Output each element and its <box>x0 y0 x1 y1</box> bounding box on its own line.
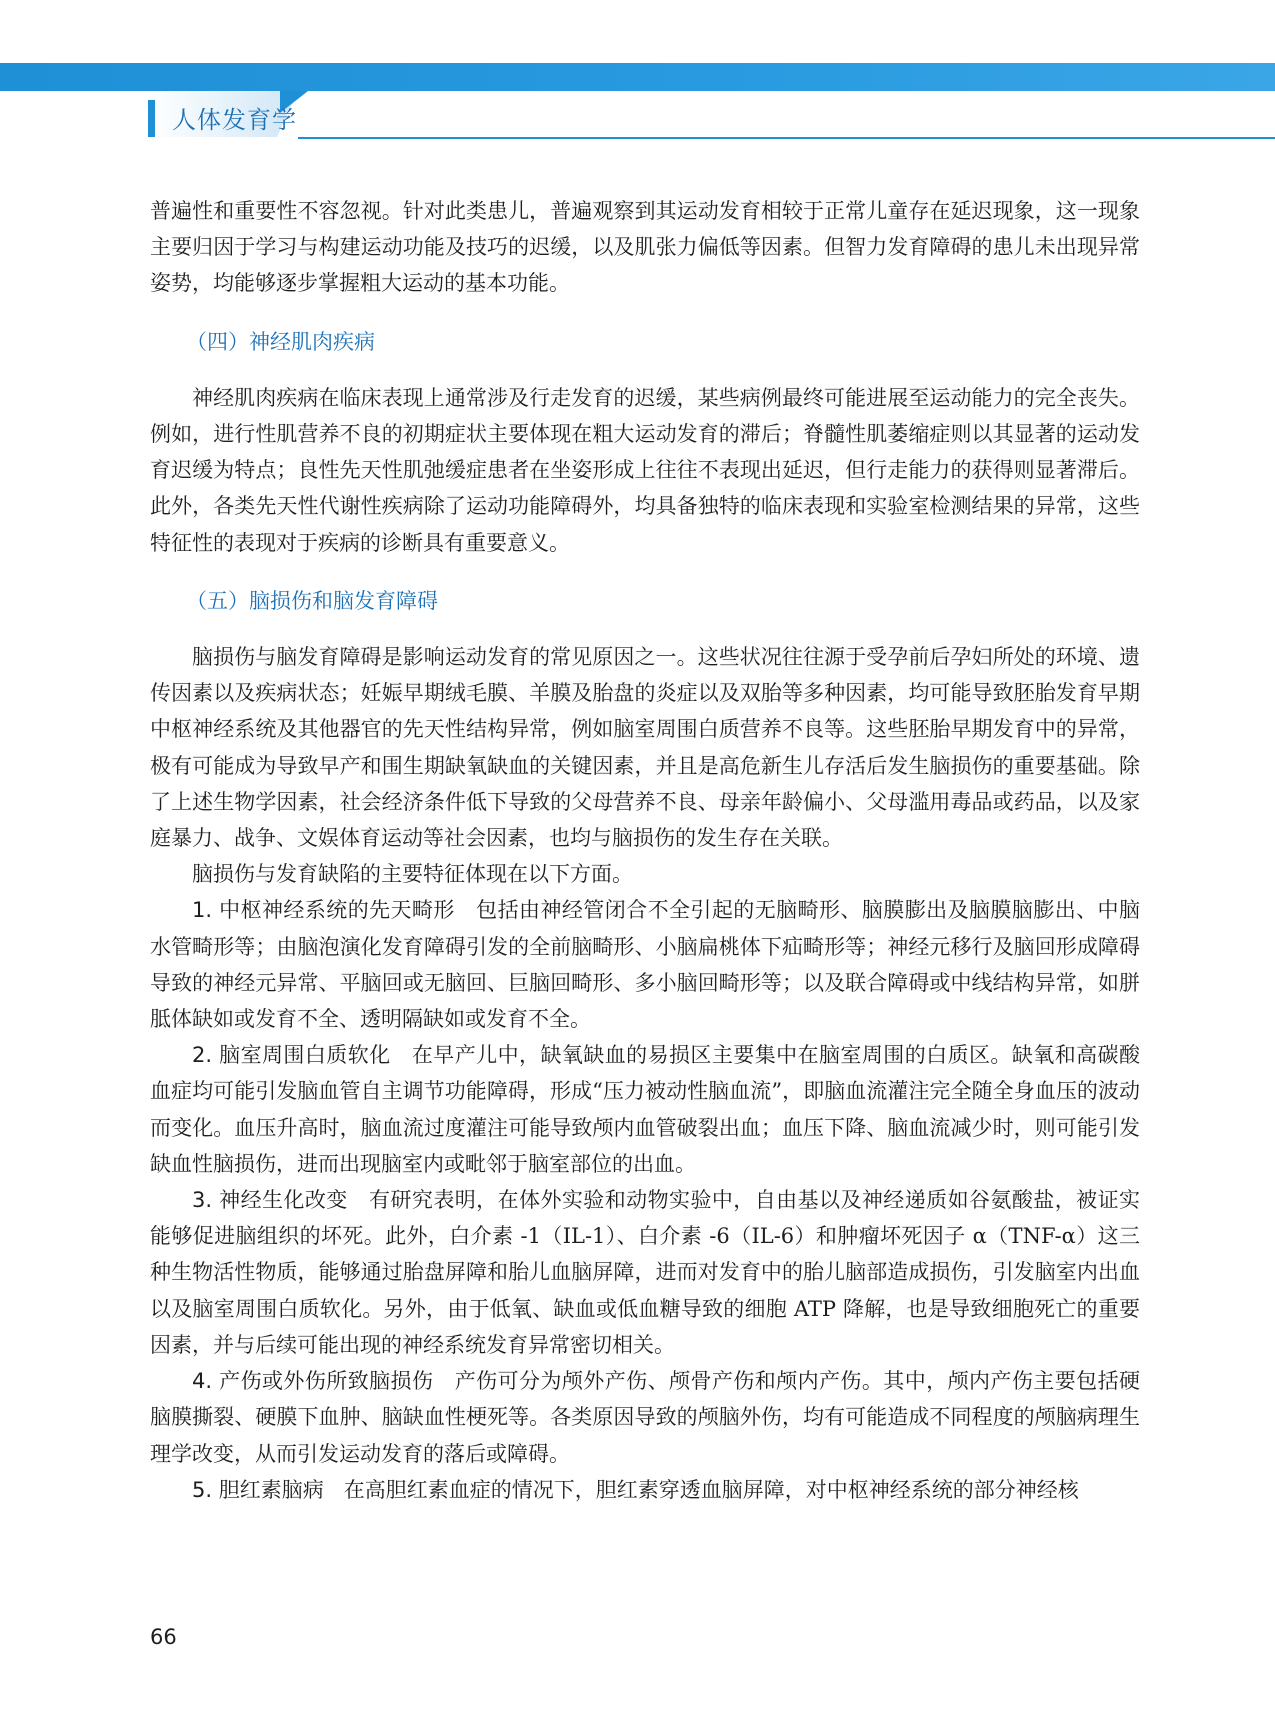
list-item-lead: 2. 脑室周围白质软化 <box>192 1043 391 1068</box>
list-item-lead: 3. 神经生化改变 <box>192 1188 348 1213</box>
section-heading-4: （四）神经肌肉疾病 <box>186 329 375 354</box>
book-title: 人体发育学 <box>172 106 297 134</box>
list-item-lead: 1. 中枢神经系统的先天畸形 <box>192 898 455 923</box>
header-color-bar <box>0 63 1275 91</box>
list-item-text: 产伤可分为颅外产伤、颅骨产伤和颅内产伤。其中，颅内产伤主要包括硬脑膜撕裂、硬膜下血肿、脑缺血性梗死等。各类原因导致的颅脑外伤，均有可能造成不同程度的颅脑病理生理学改变，从而引发运动发育的落后或障碍。 <box>150 1369 1140 1466</box>
list-item-lead: 5. 胆红素脑病 <box>192 1477 324 1502</box>
list-item <box>150 1037 1140 1182</box>
paragraph: 神经肌肉疾病在临床表现上通常涉及行走发育的迟缓，某些病例最终可能进展至运动能力的完全丧失。例如，进行性肌营养不良的初期症状主要体现在粗大运动发育的滞后；脊髓性肌萎缩症则以其显著的运动发育迟缓为特点；良性先天性肌弛缓症患者在坐姿形成上往往不表现出延迟，但行走能力的获得则显著滞后。此外，各类先天性代谢性疾病除了运动功能障碍外，均具备独特的临床表现和实验室检测结果的异常，这些特征性的表现对于疾病的诊断具有重要意义。 <box>150 385 1140 555</box>
list-item <box>150 892 1140 1037</box>
list-item <box>150 1182 1140 1363</box>
page-body <box>150 193 1140 1508</box>
list-item-text: 有研究表明，在体外实验和动物实验中，自由基以及神经递质如谷氨酸盐，被证实能够促进脑组织的坏死。此外，白介素 -1（IL-1）、白介素 -6（IL-6）和肿瘤坏死因子 α（TNF-α）这三种生物活性物质，能够通过胎盘屏障和胎儿血脑屏障，进而对发育中的胎儿脑部造成损伤，引发脑室内出血以及脑室周围白质软化。另外，由于低氧、缺血或低血糖导致的细胞 ATP 降解，也是导致细胞死亡的重要因素，并与后续可能出现的神经系统发育异常密切相关。 <box>150 1188 1141 1357</box>
page-number: 66 <box>150 1625 177 1649</box>
list-item-text: 包括由神经管闭合不全引起的无脑畸形、脑膜膨出及脑膜脑膨出、中脑水管畸形等；由脑泡演化发育障碍引发的全前脑畸形、小脑扁桃体下疝畸形等；神经元移行及脑回形成障碍导致的神经元异常、平脑回或无脑回、巨脑回畸形、多小脑回畸形等；以及联合障碍或中线结构异常，如胼胝体缺如或发育不全、透明隔缺如或发育不全。 <box>150 898 1140 1032</box>
list-item <box>150 1472 1140 1508</box>
header-tab-accent <box>148 100 155 137</box>
paragraph: 普遍性和重要性不容忽视。针对此类患儿，普遍观察到其运动发育相较于正常儿童存在延迟现象，这一现象主要归因于学习与构建运动功能及技巧的迟缓，以及肌张力偏低等因素。但智力发育障碍的患儿未出现异常姿势，均能够逐步掌握粗大运动的基本功能。 <box>150 199 1140 296</box>
list-item-lead: 4. 产伤或外伤所致脑损伤 <box>192 1369 434 1394</box>
paragraph: 脑损伤与发育缺陷的主要特征体现在以下方面。 <box>192 862 633 887</box>
list-item-text: 在早产儿中，缺氧缺血的易损区主要集中在脑室周围的白质区。缺氧和高碳酸血症均可能引发脑血管自主调节功能障碍，形成“压力被动性脑血流”，即脑血流灌注完全随全身血压的波动而变化。血压升高时，脑血流过度灌注可能导致颅内血管破裂出血；血压下降、脑血流减少时，则可能引发缺血性脑损伤，进而出现脑室内或毗邻于脑室部位的出血。 <box>150 1043 1140 1176</box>
list-item <box>150 1363 1140 1472</box>
list-item-text: 在高胆红素血症的情况下，胆红素穿透血脑屏障，对中枢神经系统的部分神经核 <box>343 1477 1079 1502</box>
header-rule <box>298 137 1275 139</box>
paragraph: 脑损伤与脑发育障碍是影响运动发育的常见原因之一。这些状况往往源于受孕前后孕妇所处的环境、遗传因素以及疾病状态；妊娠早期绒毛膜、羊膜及胎盘的炎症以及双胎等多种因素，均可能导致胚胎发育早期中枢神经系统及其他器官的先天性结构异常，例如脑室周围白质营养不良等。这些胚胎早期发育中的异常，极有可能成为导致早产和围生期缺氧缺血的关键因素，并且是高危新生儿存活后发生脑损伤的重要基础。除了上述生物学因素，社会经济条件低下导致的父母营养不良、母亲年龄偏小、父母滥用毒品或药品，以及家庭暴力、战争、文娱体育运动等社会因素，也均与脑损伤的发生存在关联。 <box>150 645 1140 851</box>
section-heading-5: （五）脑损伤和脑发育障碍 <box>186 588 438 613</box>
